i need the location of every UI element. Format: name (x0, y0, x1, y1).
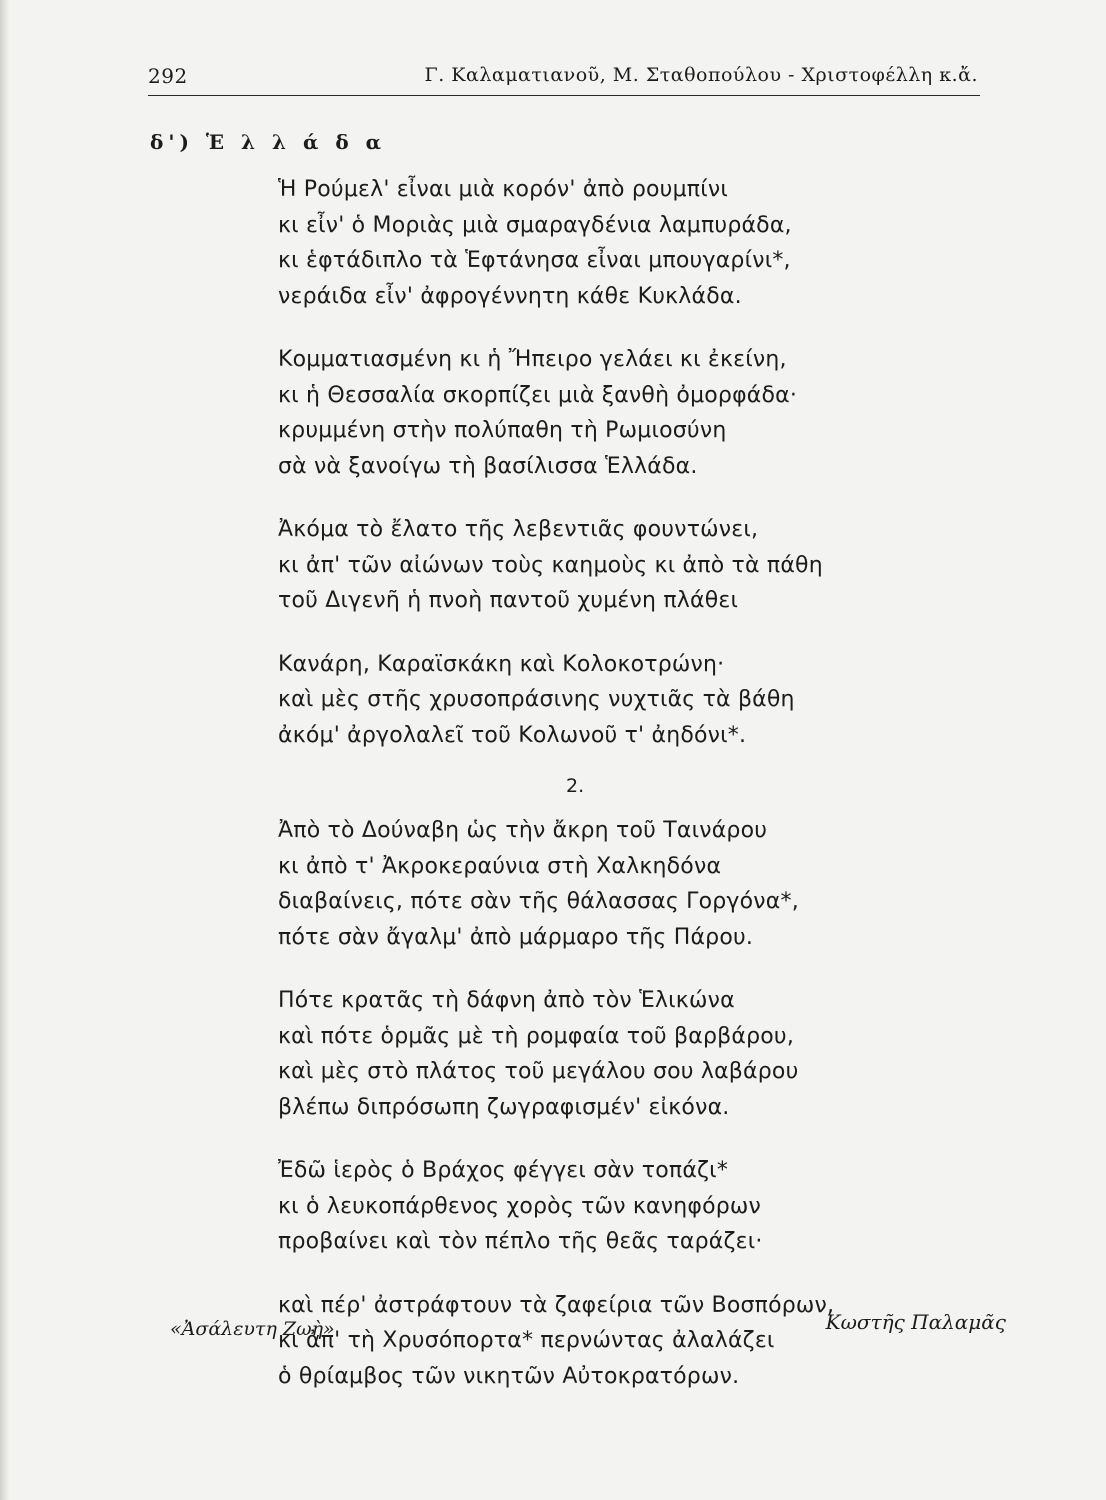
poem-line: καὶ πότε ὁρμᾶς μὲ τὴ ρομφαία τοῦ βαρβάρου, (278, 1023, 795, 1049)
source-title: «Ἀσάλευτη Ζωὴ» (170, 1318, 335, 1340)
poem-line: τοῦ Διγενῆ ἡ πνοὴ παντοῦ χυμένη πλάθει (278, 588, 739, 613)
poem-line: Ἀπὸ τὸ Δούναβη ὡς τὴν ἄκρη τοῦ Ταινάρου (278, 818, 768, 843)
poem-line: ἀκόμ' ἀργολαλεῖ τοῦ Κολωνοῦ τ' ἀηδόνι*. (278, 722, 747, 748)
poem-line: Κομματιασμένη κι ἡ Ἤπειρο γελάει κι ἐκείνη, (278, 347, 787, 372)
poem-line: προβαίνει καὶ τὸν πέπλο τῆς θεᾶς ταράζει· (278, 1229, 763, 1254)
section-title: δ') Ἑ λ λ ά δ α (150, 130, 387, 154)
footer (170, 1310, 1006, 1350)
poem-line: κι ἀπὸ τ' Ἀκροκεραύνια στὴ Χαλκηδόνα (278, 853, 722, 879)
poem-line: πότε σὰν ἄγαλμ' ἀπὸ μάρμαρο τῆς Πάρου. (278, 924, 754, 950)
poem-line: Ἡ Ρούμελ' εἶναι μιὰ κορόν' ἀπὸ ρουμπίνι (278, 177, 729, 202)
author-name: Κωστῆς Παλαμᾶς (825, 1310, 1006, 1334)
page-header (148, 58, 980, 92)
stanza (278, 813, 978, 955)
page-edge (0, 0, 10, 1500)
poem-line: κρυμμένη στὴν πολύπαθη τὴ Ρωμιοσύνη (278, 418, 727, 443)
poem-line: καὶ πέρ' ἀστράφτουν τὰ ζαφείρια τῶν Βοσπόρων, (278, 1292, 835, 1318)
poem-line: Κανάρη, Καραϊσκάκη καὶ Κολοκοτρώνη· (278, 651, 725, 677)
poem-line: κι ἀπ' τὴ Χρυσόπορτα* περνώντας ἀλαλάζει (278, 1328, 775, 1353)
stanza (278, 342, 978, 484)
stanza (278, 647, 978, 754)
poem-line: Ἐδῶ ἱερὸς ὁ Βράχος φέγγει σὰν τοπάζι* (278, 1158, 729, 1183)
poem-line: κι εἶν' ὁ Μοριὰς μιὰ σμαραγδένια λαμπυράδα, (278, 212, 792, 238)
stanza (278, 1153, 978, 1260)
running-head: Γ. Καλαματιανοῦ, Μ. Σταθοπούλου - Χριστοφέλλη κ.ἄ. (424, 64, 978, 86)
header-rule (148, 95, 980, 96)
poem-line: διαβαίνεις, πότε σὰν τῆς θάλασσας Γοργόνα*, (278, 889, 799, 914)
poem-line: νεράιδα εἶν' ἀφρογέννητη κάθε Κυκλάδα. (278, 283, 742, 309)
poem-line: κι ἀπ' τῶν αἰώνων τοὺς καημοὺς κι ἀπὸ τὰ πάθη (278, 552, 823, 578)
poem-line: κι ἡ Θεσσαλία σκορπίζει μιὰ ξανθὴ ὀμορφάδα· (278, 382, 798, 408)
poem-line: Ἀκόμα τὸ ἔλατο τῆς λεβεντιᾶς φουντώνει, (278, 517, 759, 542)
poem-line: κι ἑφτάδιπλο τὰ Ἑφτάνησα εἶναι μπουγαρίνι*, (278, 248, 791, 273)
poem-line: καὶ μὲς στὸ πλάτος τοῦ μεγάλου σου λαβάρου (278, 1059, 799, 1084)
part-number: 2. (566, 775, 585, 797)
poem-line: ὁ θρίαμβος τῶν νικητῶν Αὐτοκρατόρων. (278, 1363, 740, 1389)
poem-line: Πότε κρατᾶς τὴ δάφνη ἀπὸ τὸν Ἑλικώνα (278, 988, 735, 1013)
stanza (278, 983, 978, 1125)
poem-line: καὶ μὲς στῆς χρυσοπράσινης νυχτιᾶς τὰ βάθη (278, 687, 795, 712)
poem-line: βλέπω διπρόσωπη ζωγραφισμέν' εἰκόνα. (278, 1094, 730, 1120)
poem (278, 172, 978, 1422)
stanza (278, 512, 978, 619)
poem-line: κι ὁ λευκοπάρθενος χορὸς τῶν κανηφόρων (278, 1193, 762, 1219)
stanza (278, 172, 978, 314)
page-number: 292 (148, 64, 188, 88)
poem-line: σὰ νὰ ξανοίγω τὴ βασίλισσα Ἑλλάδα. (278, 453, 698, 479)
